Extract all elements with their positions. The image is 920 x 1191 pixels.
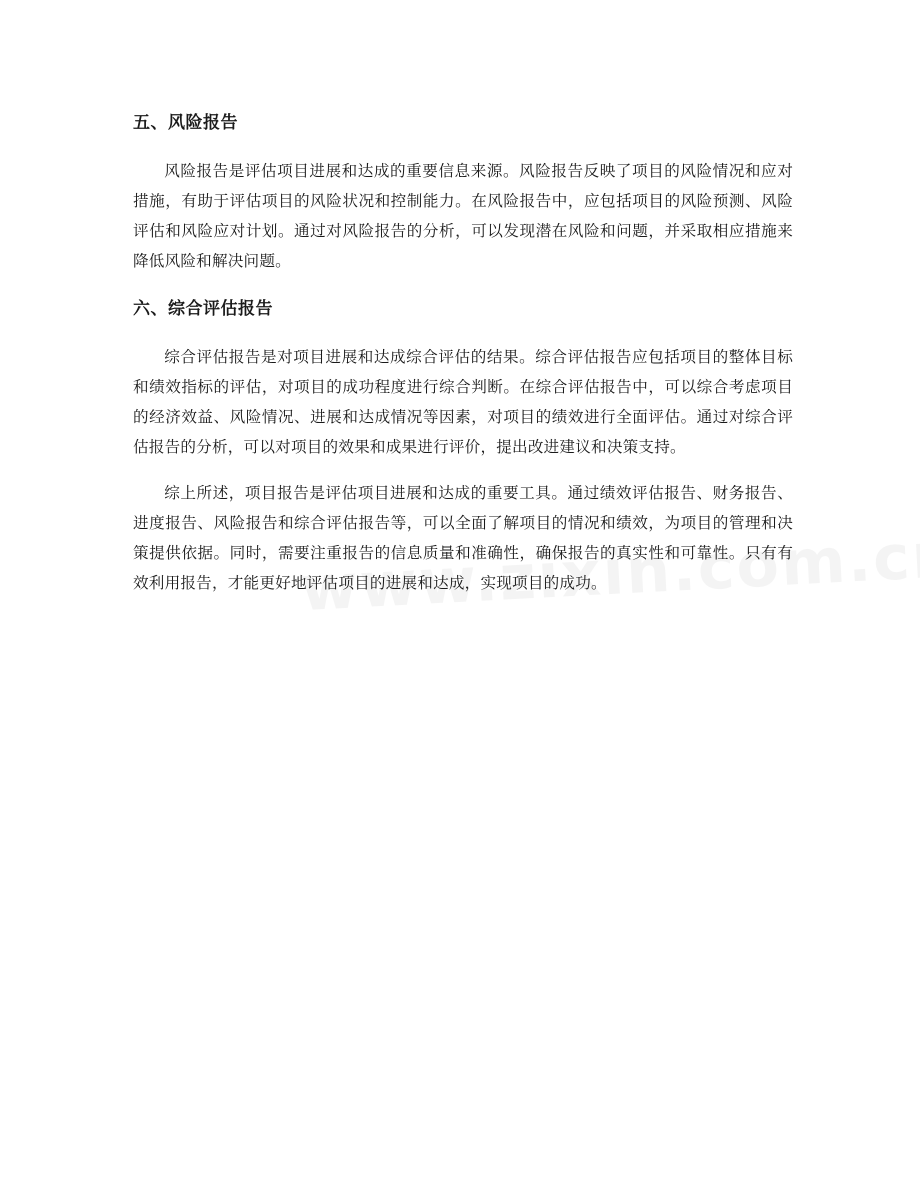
document-body (133, 106, 793, 598)
conclusion-paragraph: 综上所述，项目报告是评估项目进展和达成的重要工具。通过绩效评估报告、财务报告、进度报告、风险报告和综合评估报告等，可以全面了解项目的情况和绩效，为项目的管理和决策提供依据。同时，需要注重报告的信息质量和准确性，确保报告的真实性和可靠性。只有有效利用报告，才能更好地评估项目的进展和达成，实现项目的成功。 (133, 484, 793, 592)
section-heading-risk-report: 五、风险报告 (133, 113, 238, 133)
section-heading-comprehensive-report: 六、综合评估报告 (133, 299, 273, 319)
section-paragraph-risk-report: 风险报告是评估项目进展和达成的重要信息来源。风险报告反映了项目的风险情况和应对措施，有助于评估项目的风险状况和控制能力。在风险报告中，应包括项目的风险预测、风险评估和风险应对计划。通过对风险报告的分析，可以发现潜在风险和问题，并采取相应措施来降低风险和解决问题。 (133, 162, 793, 270)
section-paragraph-comprehensive-report: 综合评估报告是对项目进展和达成综合评估的结果。综合评估报告应包括项目的整体目标和绩效指标的评估，对项目的成功程度进行综合判断。在综合评估报告中，可以综合考虑项目的经济效益、风险情况、进展和达成情况等因素，对项目的绩效进行全面评估。通过对综合评估报告的分析，可以对项目的效果和成果进行评价，提出改进建议和决策支持。 (133, 348, 793, 456)
